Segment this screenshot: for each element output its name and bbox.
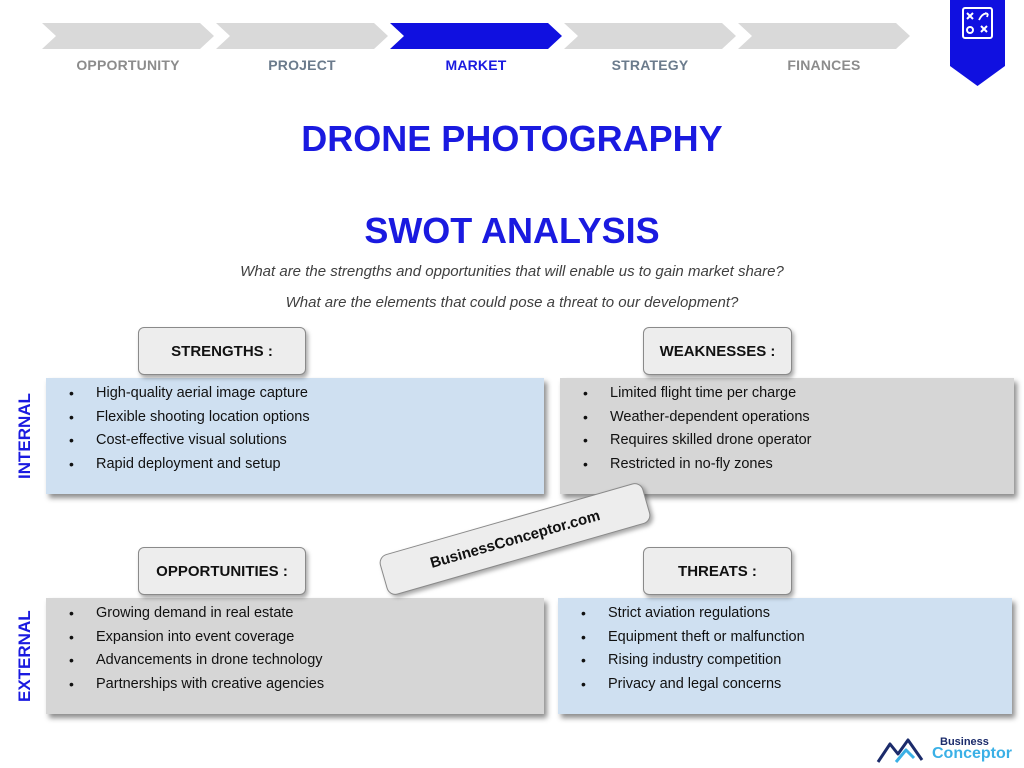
list-item: • Equipment theft or malfunction — [608, 626, 1012, 650]
strengths-heading: STRENGTHS : — [138, 327, 306, 375]
list-item: • Partnerships with creative agencies — [96, 673, 544, 697]
step-label: FINANCES — [787, 57, 861, 73]
list-item: • Privacy and legal concerns — [608, 673, 1012, 697]
list-item: • Rising industry competition — [608, 649, 1012, 673]
brand-logo — [876, 734, 1016, 766]
list-item: • Rapid deployment and setup — [96, 453, 544, 477]
guiding-question-1: What are the strengths and opportunities that will enable us to gain market share? — [240, 263, 784, 280]
list-item: • Growing demand in real estate — [96, 602, 544, 626]
strategy-board-icon — [950, 0, 1005, 86]
watermark-badge: BusinessConceptor.com — [378, 481, 653, 597]
step-arrow — [738, 23, 910, 49]
step-strategy[interactable] — [564, 23, 736, 79]
opportunities-heading: OPPORTUNITIES : — [138, 547, 306, 595]
list-item: • Strict aviation regulations — [608, 602, 1012, 626]
weaknesses-box — [560, 378, 1014, 494]
step-arrow — [216, 23, 388, 49]
step-label: PROJECT — [268, 57, 336, 73]
guiding-question-2: What are the elements that could pose a threat to our development? — [285, 294, 739, 311]
mountain-logo-icon — [876, 738, 932, 764]
logo-text-business: Business — [940, 736, 989, 748]
list-item: • High-quality aerial image capture — [96, 382, 544, 406]
step-arrow-active — [390, 23, 562, 49]
step-label: STRATEGY — [611, 57, 689, 73]
list-item: • Weather-dependent operations — [610, 406, 1014, 430]
list-item: • Restricted in no-fly zones — [610, 453, 1014, 477]
strengths-list — [46, 382, 544, 476]
list-item: • Cost-effective visual solutions — [96, 429, 544, 453]
logo-text-conceptor: Conceptor — [932, 745, 1012, 762]
step-arrow — [564, 23, 736, 49]
opportunities-list — [46, 602, 544, 696]
step-market[interactable] — [390, 23, 562, 79]
step-opportunity[interactable] — [42, 23, 214, 79]
internal-axis-label: INTERNAL — [15, 393, 34, 479]
list-item: • Requires skilled drone operator — [610, 429, 1014, 453]
page-title: DRONE PHOTOGRAPHY — [301, 118, 723, 159]
threats-heading: THREATS : — [643, 547, 792, 595]
section-title: SWOT ANALYSIS — [364, 210, 660, 251]
weaknesses-list — [560, 382, 1014, 476]
list-item: • Advancements in drone technology — [96, 649, 544, 673]
opportunities-box — [46, 598, 544, 714]
list-item: • Limited flight time per charge — [610, 382, 1014, 406]
external-axis-label: EXTERNAL — [15, 610, 34, 702]
list-item: • Flexible shooting location options — [96, 406, 544, 430]
progress-steps — [42, 23, 912, 79]
step-label: OPPORTUNITY — [76, 57, 180, 73]
threats-box — [558, 598, 1012, 714]
weaknesses-heading: WEAKNESSES : — [643, 327, 792, 375]
step-finances[interactable] — [738, 23, 910, 79]
step-arrow — [42, 23, 214, 49]
list-item: • Expansion into event coverage — [96, 626, 544, 650]
threats-list — [558, 602, 1012, 696]
step-project[interactable] — [216, 23, 388, 79]
strengths-box — [46, 378, 544, 494]
step-label: MARKET — [445, 57, 507, 73]
